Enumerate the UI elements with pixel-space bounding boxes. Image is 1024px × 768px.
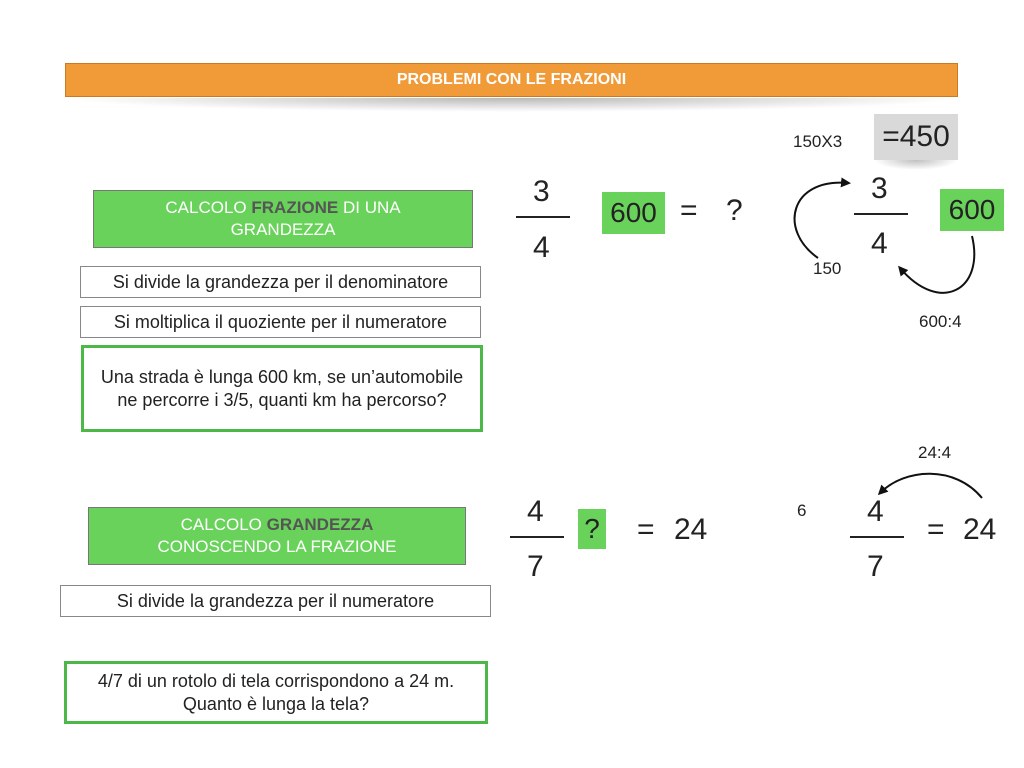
- section2-title-line2: CONOSCENDO LA FRAZIONE: [157, 537, 397, 556]
- eq2-equals: =: [637, 513, 655, 546]
- eq1-unknown: ?: [726, 194, 743, 227]
- eq2-denominator: 7: [527, 550, 544, 583]
- eq1-numerator: 3: [533, 175, 550, 208]
- eq1-denominator: 4: [533, 231, 550, 264]
- eq2-unknown: ?: [578, 509, 606, 549]
- section2-title-bold: GRANDEZZA: [266, 515, 374, 534]
- section1-rule1: Si divide la grandezza per il denominatore: [80, 266, 481, 298]
- section1-title-suffix: DI UNA: [338, 198, 401, 217]
- sol1-quotient-label: 150: [813, 259, 842, 278]
- sol2-denominator: 7: [867, 550, 884, 583]
- arrow-600-to-4: [900, 236, 974, 293]
- eq2-numerator: 4: [527, 495, 544, 528]
- section1-title-line2: GRANDEZZA: [230, 220, 336, 239]
- sol1-numerator: 3: [871, 172, 888, 205]
- arrow-150-to-3: [795, 183, 848, 258]
- eq1-equals: =: [680, 194, 698, 227]
- section2-problem: 4/7 di un rotolo di tela corrispondono a 24 m. Quanto è lunga la tela?: [64, 661, 488, 724]
- sol1-mul-label: 150X3: [793, 132, 843, 151]
- section1-rule2: Si moltiplica il quoziente per il numeratore: [80, 306, 481, 338]
- sol1-div-label: 600:4: [919, 312, 962, 331]
- eq2-value: 24: [674, 513, 708, 546]
- section1-problem: Una strada è lunga 600 km, se un’automobile ne percorre i 3/5, quanti km ha percorso?: [81, 345, 483, 432]
- sol2-numerator: 4: [867, 495, 884, 528]
- arrow-24-to-4: [880, 474, 982, 498]
- sol1-value: 600: [940, 189, 1004, 231]
- section1-title-prefix: CALCOLO: [165, 198, 252, 217]
- section1-title-bold: FRAZIONE: [251, 198, 339, 217]
- eq1-value: 600: [602, 192, 665, 234]
- section2-rule1: Si divide la grandezza per il numeratore: [60, 585, 491, 617]
- sol1-denominator: 4: [871, 227, 888, 260]
- sol2-quotient-label: 6: [797, 501, 807, 520]
- page-title: PROBLEMI CON LE FRAZIONI: [65, 63, 958, 97]
- section2-title-prefix: CALCOLO: [180, 515, 267, 534]
- sol2-equals: =: [927, 513, 945, 546]
- sol2-value: 24: [963, 513, 997, 546]
- sol1-result: =450: [874, 114, 958, 160]
- sol2-div-label: 24:4: [918, 443, 952, 462]
